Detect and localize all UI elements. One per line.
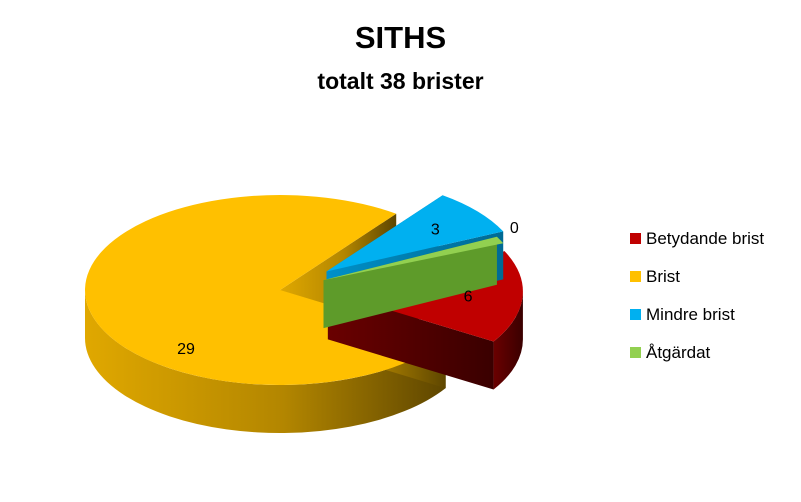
data-label: 6	[463, 288, 473, 306]
legend-label: Mindre brist	[646, 305, 735, 324]
legend-swatch	[630, 309, 641, 320]
legend-label: Brist	[646, 267, 680, 286]
legend-swatch	[630, 271, 641, 282]
legend-item	[630, 305, 735, 324]
chart-title: SITHS	[354, 20, 447, 55]
legend-item	[630, 343, 711, 362]
legend-label: Åtgärdat	[646, 343, 711, 362]
legend-item	[630, 229, 764, 248]
legend-swatch	[630, 347, 641, 358]
legend-label: Betydande brist	[646, 229, 765, 248]
chart-subtitle: totalt 38 brister	[317, 68, 484, 94]
data-label: 3	[430, 221, 440, 239]
legend-swatch	[630, 233, 641, 244]
data-label: 29	[177, 341, 195, 358]
legend	[630, 229, 764, 362]
data-label: 0	[509, 219, 519, 237]
legend-item	[630, 267, 680, 286]
